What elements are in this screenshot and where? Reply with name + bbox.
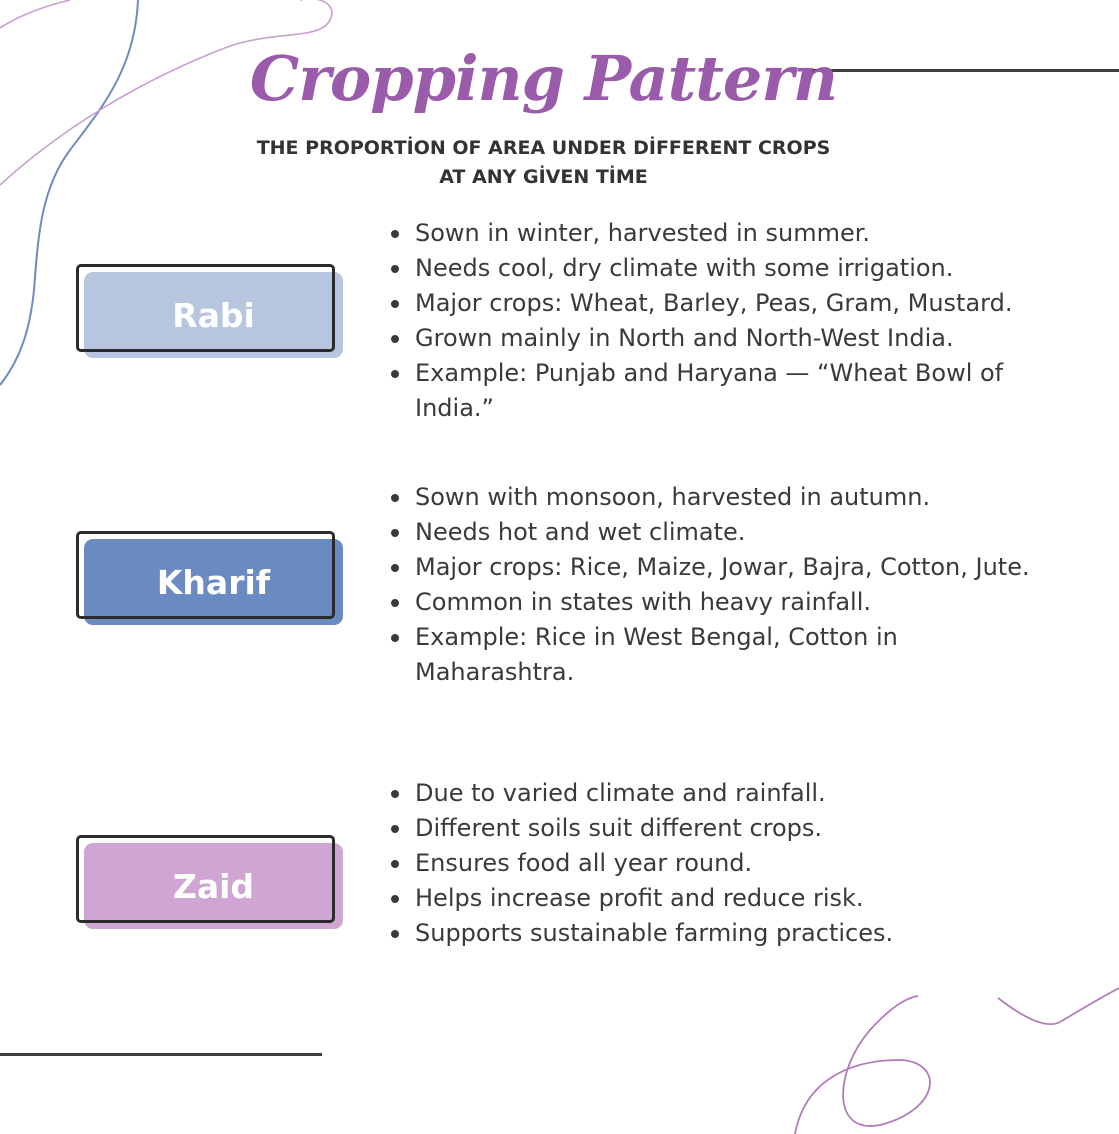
- bottom-left-divider: [0, 1053, 322, 1056]
- list-item: Common in states with heavy rainfall.: [386, 585, 1086, 620]
- list-item: Major crops: Wheat, Barley, Peas, Gram, Mustard.: [386, 286, 1086, 321]
- rabi-label-box: [76, 264, 344, 360]
- list-item: Sown in winter, harvested in summer.: [386, 216, 1086, 251]
- list-item: Grown mainly in North and North-West India.: [386, 321, 1086, 356]
- zaid-label-box: [76, 835, 344, 931]
- list-item: Helps increase profit and reduce risk.: [386, 881, 1086, 916]
- page-subtitle: [0, 134, 1087, 192]
- bottom-right-purple-swoosh: [998, 988, 1119, 1024]
- list-item: Major crops: Rice, Maize, Jowar, Bajra, Cotton, Jute.: [386, 550, 1086, 585]
- top-left-purple-curve-2: [0, 0, 70, 28]
- rabi-label: Rabi: [172, 295, 255, 335]
- list-item: Sown with monsoon, harvested in autumn.: [386, 480, 1086, 515]
- bottom-right-purple-loop: [795, 996, 930, 1134]
- kharif-label-box: [76, 531, 344, 627]
- kharif-label: Kharif: [156, 562, 271, 602]
- list-item: Ensures food all year round.: [386, 846, 1086, 881]
- list-item: Different soils suit different crops.: [386, 811, 1086, 846]
- list-item: Supports sustainable farming practices.: [386, 916, 1086, 951]
- list-item: Needs hot and wet climate.: [386, 515, 1086, 550]
- kharif-points-list: [386, 480, 1086, 690]
- subtitle-line-1: THE PROPORTİON OF AREA UNDER DİFFERENT CROPS: [256, 137, 831, 159]
- list-item: Example: Rice in West Bengal, Cotton in Maharashtra.: [386, 620, 955, 690]
- list-item: Due to varied climate and rainfall.: [386, 776, 1086, 811]
- subtitle-line-2: AT ANY GİVEN TİME: [439, 166, 648, 188]
- zaid-points-list: [386, 776, 1086, 951]
- rabi-points-list: [386, 216, 1086, 426]
- page-title: Cropping Pattern: [249, 42, 838, 115]
- list-item: Example: Punjab and Haryana — “Wheat Bowl of India.”: [386, 356, 1035, 426]
- list-item: Needs cool, dry climate with some irrigation.: [386, 251, 1086, 286]
- zaid-label: Zaid: [172, 866, 255, 906]
